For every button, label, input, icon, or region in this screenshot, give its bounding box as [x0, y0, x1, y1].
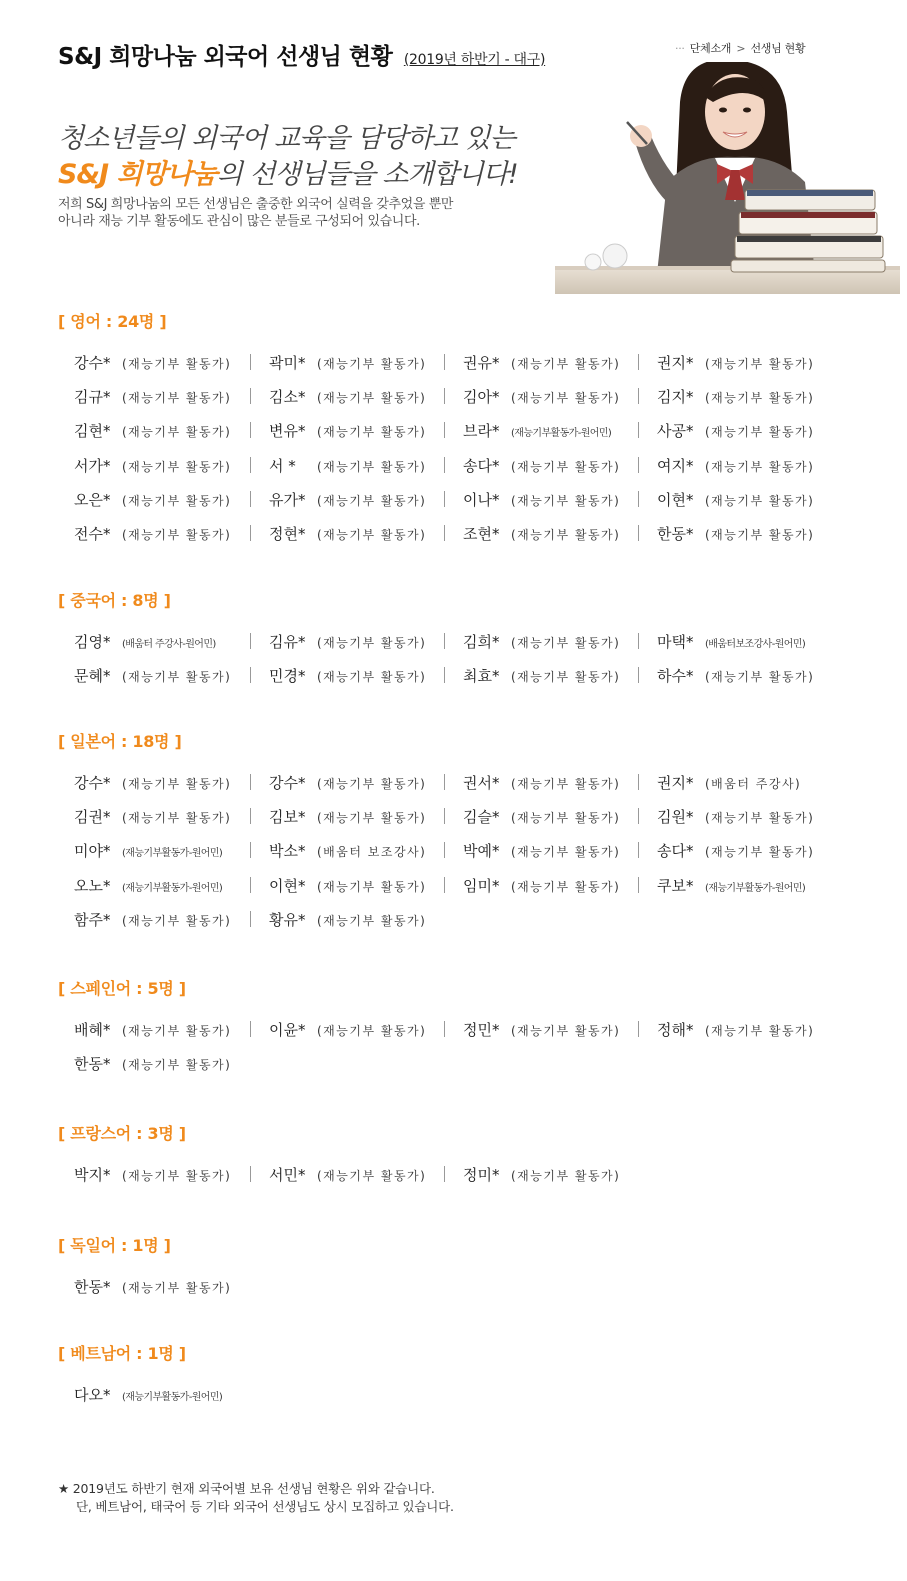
teacher-name: 문혜*: [74, 667, 111, 686]
column-divider: [638, 842, 639, 858]
teacher-role: (재능기부활동가-원어민): [122, 848, 223, 860]
teacher-name: 권서*: [463, 774, 500, 792]
teacher-entry: [257, 488, 450, 510]
teacher-name: 송다*: [463, 456, 500, 475]
teacher-role: (재능기부 활동가): [317, 811, 427, 826]
teacher-entry: [645, 454, 838, 476]
intro-headline-line2-rest: 의 선생님들을 소개합니다!: [216, 159, 518, 190]
teacher-name: 전수*: [74, 525, 111, 543]
teacher-name: 민경*: [269, 667, 306, 686]
teacher-entry: [62, 385, 255, 407]
teacher-entry: [645, 351, 838, 373]
column-divider: [250, 422, 251, 438]
teacher-role: (재능기부 활동가): [511, 670, 621, 685]
teacher-name: 배혜*: [74, 1021, 111, 1039]
teacher-role: (재능기부 활동가): [705, 1024, 815, 1038]
teacher-entry: [451, 805, 644, 827]
teacher-row: [62, 1275, 842, 1297]
teacher-entry: [62, 908, 255, 930]
teacher-name: 이현*: [657, 490, 694, 509]
teacher-row: [62, 874, 842, 896]
column-divider: [250, 633, 251, 649]
teacher-role: (재능기부활동가-원어민): [122, 1392, 223, 1403]
intro-body-line1: 저희 S&J 희망나눔의 모든 선생님은 출중한 외국어 실력을 갖추었을 뿐만: [58, 197, 454, 212]
teacher-name: 곽미*: [269, 354, 306, 372]
teacher-name: 황유*: [269, 910, 306, 929]
teacher-name: 정현*: [269, 525, 306, 543]
column-divider: [444, 1021, 445, 1037]
teacher-name: 강수*: [269, 774, 306, 792]
teacher-role: (재능기부 활동가): [705, 459, 815, 474]
column-divider: [444, 633, 445, 649]
column-divider: [444, 667, 445, 683]
teacher-name: 이현*: [269, 876, 306, 895]
teacher-role: (재능기부 활동가): [122, 391, 232, 406]
teacher-name: 서민*: [269, 1166, 306, 1184]
teacher-role: (재능기부 활동가): [705, 670, 815, 685]
column-divider: [638, 457, 639, 473]
intro-headline-line2: [58, 152, 518, 191]
teacher-entry: [451, 522, 644, 544]
teacher-role: (재능기부 활동가): [317, 1169, 427, 1183]
teacher-entry: [62, 805, 255, 827]
column-divider: [444, 354, 445, 370]
teacher-name: 한동*: [74, 1278, 111, 1296]
teacher-entry: [645, 771, 838, 793]
teacher-row: [62, 385, 842, 407]
teacher-role: (재능기부 활동가): [511, 493, 621, 508]
teacher-entry: [451, 839, 644, 861]
teacher-role: (재능기부 활동가): [317, 670, 427, 685]
teacher-name: 사공*: [657, 422, 694, 441]
teacher-role: (재능기부 활동가): [122, 811, 232, 826]
column-divider: [444, 808, 445, 824]
teacher-entry: [62, 630, 255, 652]
breadcrumb: [675, 40, 805, 56]
teacher-name: 다오*: [74, 1386, 111, 1404]
section-heading: [ 프랑스어 : 3명 ]: [58, 1124, 186, 1143]
teacher-entry: [62, 771, 255, 793]
teacher-name: 유가*: [269, 490, 306, 509]
teacher-role: (재능기부 활동가): [317, 636, 427, 650]
teacher-role: (재능기부 활동가): [511, 811, 621, 826]
teacher-role: (재능기부 활동가): [122, 357, 232, 371]
teacher-name: 오노*: [74, 876, 111, 895]
column-divider: [638, 422, 639, 438]
teacher-entry: [645, 522, 838, 544]
section-heading: [ 일본어 : 18명 ]: [58, 732, 182, 751]
teacher-name: 권지*: [657, 354, 694, 372]
teacher-entry: [62, 454, 255, 476]
column-divider: [250, 354, 251, 370]
teacher-entry: [451, 1018, 644, 1040]
breadcrumb-current: 선생님 현황: [750, 42, 806, 55]
column-divider: [638, 808, 639, 824]
teacher-role: (재능기부 활동가): [317, 493, 427, 508]
teacher-entry: [62, 839, 255, 861]
column-divider: [638, 354, 639, 370]
teacher-name: 마택*: [657, 633, 694, 651]
teacher-role: (재능기부 활동가): [317, 879, 427, 894]
column-divider: [444, 491, 445, 507]
teacher-name: 변유*: [269, 422, 306, 441]
teacher-name: 김보*: [269, 808, 306, 827]
column-divider: [444, 1166, 445, 1182]
teacher-name: 김슬*: [463, 808, 500, 827]
teacher-name: 김소*: [269, 388, 306, 407]
teacher-row: [62, 630, 842, 652]
teacher-name: 박소*: [269, 842, 306, 861]
teacher-entry: [62, 1018, 255, 1040]
teacher-entry: [257, 664, 450, 686]
teacher-row: [62, 664, 842, 686]
teacher-name: 권지*: [657, 774, 694, 792]
teacher-name: 서가*: [74, 456, 111, 475]
teacher-role: (재능기부활동가-원어민): [705, 882, 806, 894]
teacher-name: 오은*: [74, 490, 111, 509]
title-text: S&J 희망나눔 외국어 선생님 현황: [58, 44, 393, 70]
teacher-name: 쿠보*: [657, 876, 694, 895]
teacher-name: 임미*: [463, 876, 500, 895]
teacher-role: (재능기부 활동가): [705, 845, 815, 860]
teacher-role: (재능기부 활동가): [122, 425, 232, 440]
teacher-entry: [62, 1383, 255, 1405]
column-divider: [444, 422, 445, 438]
teacher-name: 한동*: [657, 525, 694, 543]
teacher-role: (재능기부 활동가): [122, 528, 232, 542]
teacher-role: (재능기부 활동가): [705, 357, 815, 371]
teacher-role: (재능기부 활동가): [511, 391, 621, 406]
teacher-entry: [62, 1163, 255, 1185]
teacher-entry: [257, 522, 450, 544]
teacher-row: [62, 805, 842, 827]
teacher-entry: [257, 351, 450, 373]
teacher-name: 김권*: [74, 808, 111, 827]
teacher-entry: [257, 419, 450, 441]
column-divider: [250, 491, 251, 507]
intro-description: [58, 196, 528, 230]
teacher-name: 조현*: [463, 525, 500, 543]
teacher-name: 권유*: [463, 354, 500, 372]
teacher-entry: [451, 664, 644, 686]
breadcrumb-dots: ···: [675, 42, 685, 55]
column-divider: [444, 774, 445, 790]
teacher-entry: [257, 1018, 450, 1040]
teacher-name: 서 *: [269, 456, 296, 475]
teacher-entry: [451, 874, 644, 896]
teacher-role: (배움터 주강사-원어민): [122, 639, 216, 650]
teacher-role: (배움터 보조강사): [317, 845, 427, 860]
teacher-role: (재능기부 활동가): [317, 425, 427, 440]
teacher-role: (재능기부 활동가): [511, 1024, 621, 1038]
teacher-entry: [645, 664, 838, 686]
teacher-entry: [257, 908, 450, 930]
teacher-entry: [451, 385, 644, 407]
column-divider: [638, 388, 639, 404]
teacher-entry: [257, 630, 450, 652]
teacher-entry: [451, 351, 644, 373]
teacher-role: (재능기부 활동가): [511, 879, 621, 894]
teacher-role: (재능기부 활동가): [122, 777, 232, 791]
brand-name: S&J 희망나눔: [58, 159, 217, 190]
intro-body-line2: 아니라 재능 기부 활동에도 관심이 많은 분들로 구성되어 있습니다.: [58, 214, 420, 229]
teacher-name: 하수*: [657, 667, 694, 686]
teacher-entry: [62, 1052, 255, 1074]
column-divider: [250, 842, 251, 858]
teacher-role: (재능기부 활동가): [511, 777, 621, 791]
teacher-name: 김규*: [74, 388, 111, 407]
teacher-name: 송다*: [657, 842, 694, 861]
teacher-entry: [451, 771, 644, 793]
teacher-name: 김현*: [74, 422, 111, 441]
footnote: [58, 1480, 454, 1516]
column-divider: [638, 774, 639, 790]
teacher-row: [62, 454, 842, 476]
section-heading: [ 영어 : 24명 ]: [58, 312, 167, 331]
teacher-name: 김지*: [657, 388, 694, 407]
teacher-entry: [645, 630, 838, 652]
teacher-name: 브라*: [463, 422, 500, 441]
teacher-role: (재능기부 활동가): [705, 811, 815, 826]
teacher-name: 김원*: [657, 808, 694, 827]
page-title: [58, 38, 545, 71]
teacher-row: [62, 1163, 842, 1185]
teacher-entry: [451, 488, 644, 510]
teacher-entry: [62, 488, 255, 510]
teacher-role: (재능기부 활동가): [122, 1169, 232, 1183]
teacher-entry: [645, 419, 838, 441]
breadcrumb-parent-link[interactable]: 단체소개: [689, 42, 732, 55]
teacher-entry: [62, 664, 255, 686]
teacher-role: (배움터보조강사-원어민): [705, 639, 806, 650]
footnote-line2: 단, 베트남어, 태국어 등 기타 외국어 선생님도 상시 모집하고 있습니다.: [76, 1499, 454, 1514]
teacher-entry: [451, 1163, 644, 1185]
teacher-entry: [645, 805, 838, 827]
teacher-role: (재능기부 활동가): [317, 913, 427, 928]
column-divider: [250, 388, 251, 404]
teacher-role: (재능기부 활동가): [122, 1024, 232, 1038]
teacher-role: (재능기부활동가-원어민): [122, 882, 223, 894]
teacher-entry: [645, 488, 838, 510]
teacher-entry: [257, 385, 450, 407]
teacher-role: (재능기부 활동가): [122, 1281, 232, 1295]
teacher-entry: [451, 630, 644, 652]
section-heading: [ 베트남어 : 1명 ]: [58, 1344, 186, 1363]
teacher-name: 최효*: [463, 667, 500, 686]
teacher-name: 정미*: [463, 1166, 500, 1184]
column-divider: [250, 877, 251, 893]
teacher-role: (재능기부 활동가): [122, 1058, 232, 1073]
teacher-row: [62, 839, 842, 861]
teacher-role: (재능기부 활동가): [317, 1024, 427, 1038]
teacher-row: [62, 488, 842, 510]
teacher-row: [62, 419, 842, 441]
teacher-entry: [62, 351, 255, 373]
column-divider: [250, 457, 251, 473]
column-divider: [638, 877, 639, 893]
column-divider: [250, 525, 251, 541]
column-divider: [250, 1166, 251, 1182]
teacher-role: (재능기부 활동가): [122, 493, 232, 508]
teacher-name: 김아*: [463, 388, 500, 407]
column-divider: [638, 525, 639, 541]
column-divider: [250, 774, 251, 790]
teacher-role: (재능기부활동가-원어민): [511, 428, 612, 440]
teacher-entry: [62, 874, 255, 896]
teacher-name: 한동*: [74, 1055, 111, 1074]
teacher-entry: [451, 419, 644, 441]
column-divider: [444, 388, 445, 404]
column-divider: [250, 808, 251, 824]
teacher-name: 박예*: [463, 842, 500, 861]
teacher-name: 정민*: [463, 1021, 500, 1039]
teacher-entry: [645, 874, 838, 896]
teacher-name: 강수*: [74, 354, 111, 372]
teacher-row: [62, 908, 842, 930]
section-heading: [ 스페인어 : 5명 ]: [58, 979, 186, 998]
column-divider: [444, 457, 445, 473]
teacher-entry: [257, 1163, 450, 1185]
teacher-entry: [645, 385, 838, 407]
teacher-name: 이윤*: [269, 1021, 306, 1039]
section-heading: [ 중국어 : 8명 ]: [58, 591, 171, 610]
teacher-row: [62, 1018, 842, 1040]
teacher-name: 강수*: [74, 774, 111, 792]
teacher-role: (재능기부 활동가): [511, 357, 621, 371]
column-divider: [638, 491, 639, 507]
teacher-role: (배움터 주강사): [705, 777, 802, 791]
teacher-name: 이나*: [463, 490, 500, 509]
student-with-books-photo: [555, 62, 900, 294]
column-divider: [638, 667, 639, 683]
teacher-role: (재능기부 활동가): [705, 528, 815, 542]
teacher-name: 미야*: [74, 842, 111, 861]
column-divider: [250, 1021, 251, 1037]
teacher-role: (재능기부 활동가): [705, 391, 815, 406]
teacher-row: [62, 522, 842, 544]
teacher-role: (재능기부 활동가): [122, 913, 232, 928]
teacher-role: (재능기부 활동가): [317, 459, 427, 474]
teacher-role: (재능기부 활동가): [317, 391, 427, 406]
teacher-entry: [62, 419, 255, 441]
teacher-name: 여지*: [657, 456, 694, 475]
teacher-role: (재능기부 활동가): [511, 636, 621, 650]
teacher-row: [62, 351, 842, 373]
column-divider: [638, 633, 639, 649]
column-divider: [444, 877, 445, 893]
teacher-role: (재능기부 활동가): [705, 493, 815, 508]
column-divider: [444, 525, 445, 541]
teacher-entry: [451, 454, 644, 476]
teacher-name: 김영*: [74, 633, 111, 651]
teacher-row: [62, 771, 842, 793]
teacher-role: (재능기부 활동가): [511, 528, 621, 542]
teacher-name: 정해*: [657, 1021, 694, 1039]
teacher-role: (재능기부 활동가): [511, 845, 621, 860]
teacher-entry: [62, 1275, 255, 1297]
teacher-entry: [62, 522, 255, 544]
section-heading: [ 독일어 : 1명 ]: [58, 1236, 171, 1255]
teacher-role: (재능기부 활동가): [511, 459, 621, 474]
teacher-role: (재능기부 활동가): [317, 357, 427, 371]
teacher-role: (재능기부 활동가): [705, 425, 815, 440]
teacher-name: 김희*: [463, 633, 500, 651]
breadcrumb-separator: >: [736, 42, 746, 55]
column-divider: [638, 1021, 639, 1037]
title-subtitle: (2019년 하반기 - 대구): [403, 52, 546, 68]
column-divider: [444, 842, 445, 858]
teacher-entry: [645, 1018, 838, 1040]
teacher-entry: [257, 454, 450, 476]
teacher-entry: [257, 771, 450, 793]
teacher-role: (재능기부 활동가): [317, 528, 427, 542]
footnote-line1: ★ 2019년도 하반기 현재 외국어별 보유 선생님 현황은 위와 같습니다.: [58, 1481, 435, 1496]
teacher-entry: [257, 874, 450, 896]
teacher-role: (재능기부 활동가): [122, 459, 232, 474]
teacher-name: 박지*: [74, 1166, 111, 1184]
intro-headline-line1: 청소년들의 외국어 교육을 담당하고 있는: [58, 123, 515, 154]
teacher-entry: [645, 839, 838, 861]
teacher-role: (재능기부 활동가): [122, 670, 232, 685]
teacher-entry: [257, 805, 450, 827]
teacher-name: 김유*: [269, 633, 306, 651]
column-divider: [250, 667, 251, 683]
teacher-name: 함주*: [74, 910, 111, 929]
teacher-role: (재능기부 활동가): [511, 1169, 621, 1183]
column-divider: [250, 911, 251, 927]
teacher-entry: [257, 839, 450, 861]
teacher-row: [62, 1052, 842, 1074]
teacher-role: (재능기부 활동가): [317, 777, 427, 791]
teacher-row: [62, 1383, 842, 1405]
